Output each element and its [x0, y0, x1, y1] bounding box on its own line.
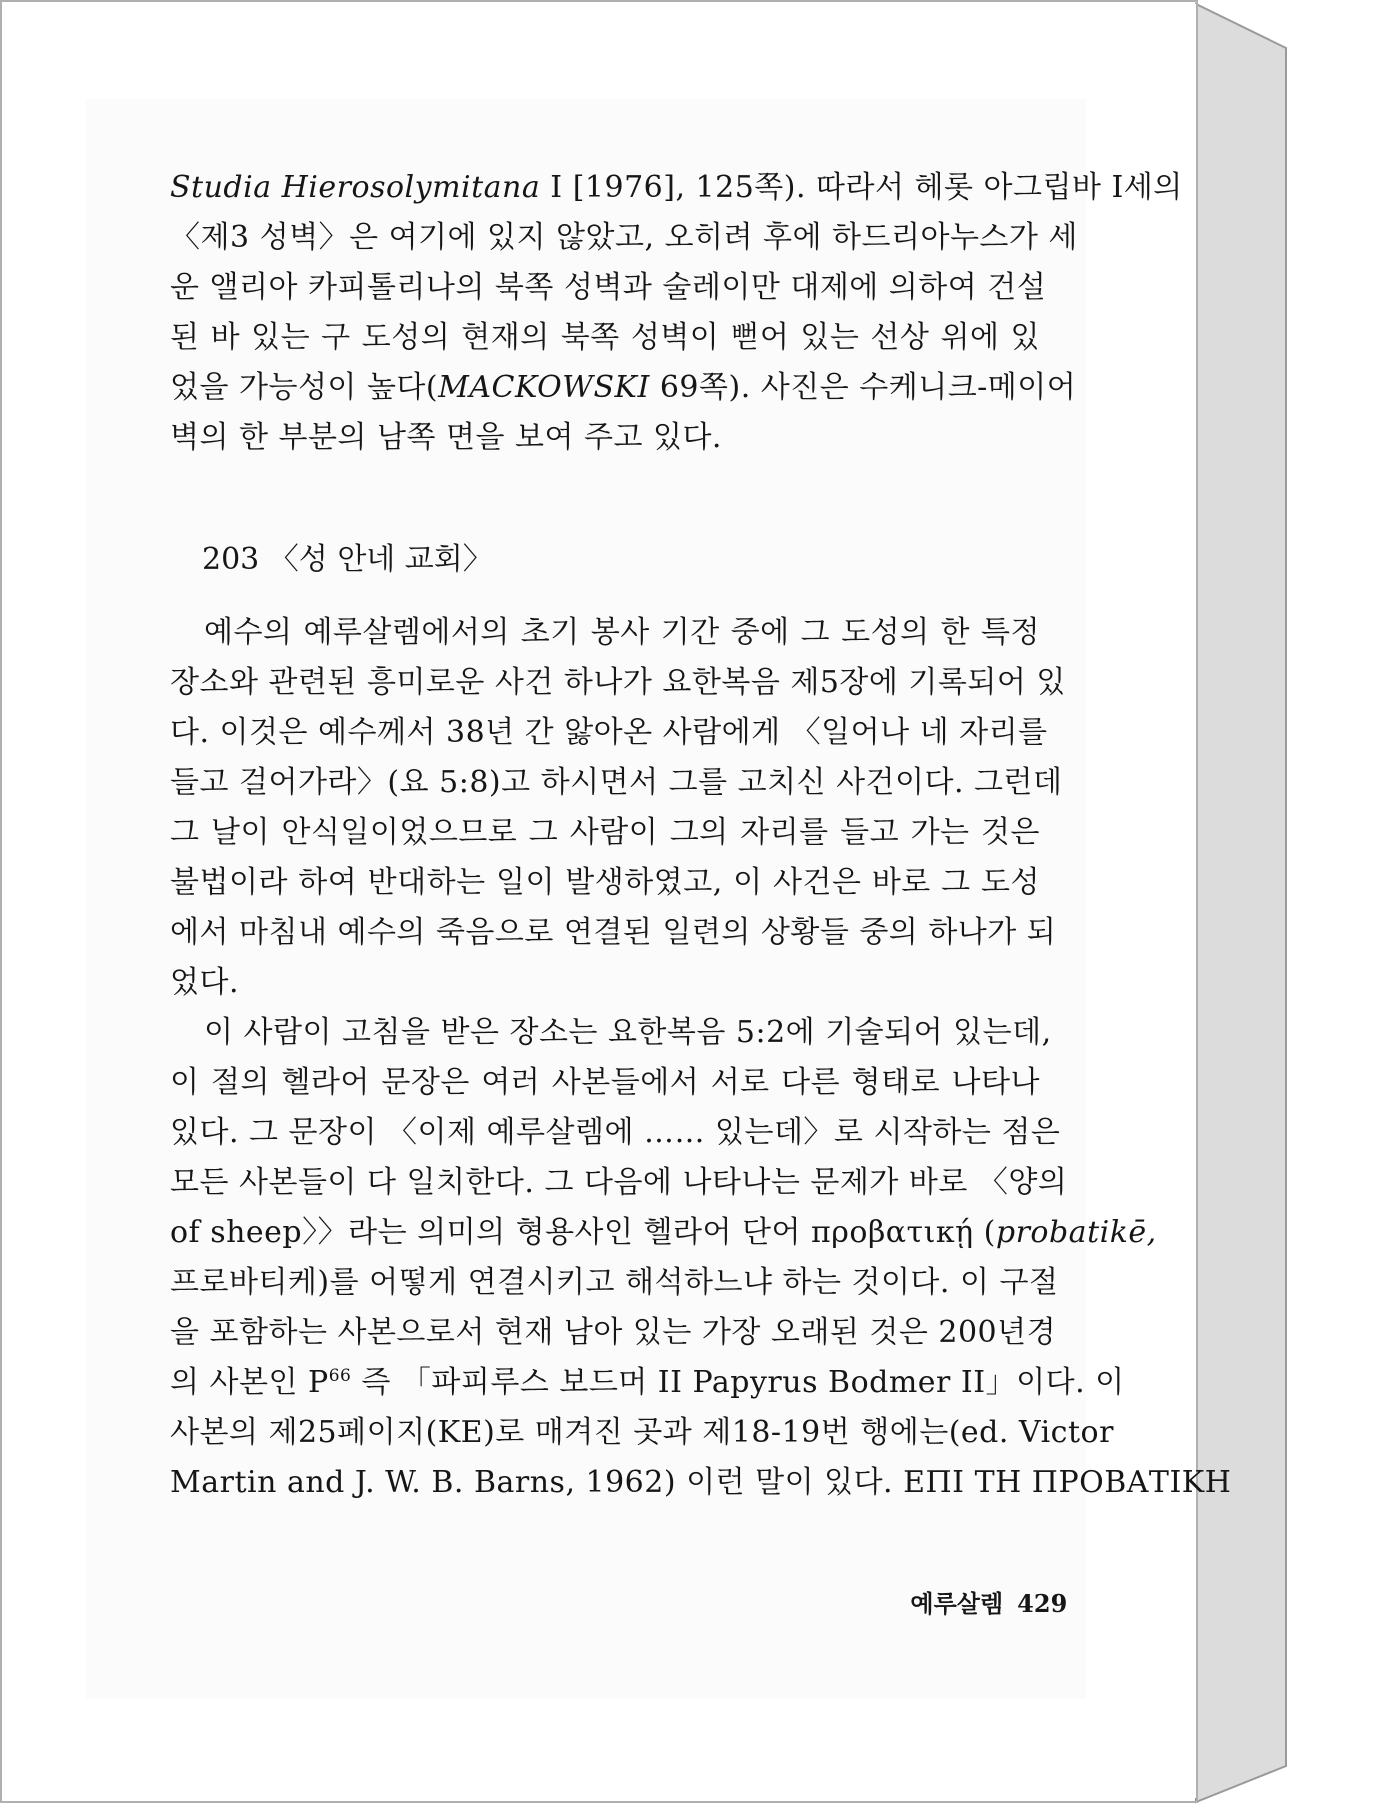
text-run: 69쪽). 사진은 수케니크-메이어	[649, 370, 1077, 405]
text-line	[170, 363, 1077, 413]
text-run: 벽의 한 부분의 남쪽 면을 보여 주고 있다.	[170, 420, 722, 455]
text-run: 었을 가능성이 높다(	[170, 370, 439, 405]
text-run: 예수의 예루살렘에서의 초기 봉사 기간 중에 그 도성의 한 특정	[204, 615, 1040, 650]
text-line	[170, 908, 1057, 958]
text-line	[170, 1258, 1059, 1308]
text-run: Studia Hierosolymitana	[170, 170, 541, 205]
text-run: 이 절의 헬라어 문장은 여러 사본들에서 서로 다른 형태로 나타나	[170, 1065, 1040, 1100]
text-run: 있다. 그 문장이 〈이제 예루살렘에 …… 있는데〉로 시작하는 점은	[170, 1115, 1061, 1150]
text-run: MACKOWSKI	[438, 370, 650, 405]
superscript: 66	[328, 1366, 352, 1386]
text-run: of sheep〉〉라는 의미의 형용사인 헬라어 단어 προβατικῄ (	[170, 1215, 996, 1250]
text-line	[170, 1358, 1125, 1408]
page-number: 429	[1017, 1589, 1068, 1618]
text-run: 사본의 제25페이지(KE)로 매겨진 곳과 제18-19번 행에는(ed. Victor	[170, 1415, 1114, 1450]
text-run: 다. 이것은 예수께서 38년 간 앓아온 사람에게 〈일어나 네 자리를	[170, 715, 1048, 750]
text-line	[170, 163, 1183, 213]
text-run: 불법이라 하여 반대하는 일이 발생하였고, 이 사건은 바로 그 도성	[170, 865, 1040, 900]
section-heading: 203 〈성 안네 교회〉	[202, 542, 493, 577]
page-footer	[877, 1556, 1067, 1647]
text-line	[170, 1058, 1040, 1108]
text-line	[170, 958, 1040, 1008]
text-run: 장소와 관련된 흥미로운 사건 하나가 요한복음 제5장에 기록되어 있	[170, 665, 1066, 700]
text-run: probatikē,	[995, 1215, 1157, 1250]
text-run: 들고 걸어가라〉(요 5:8)고 하시면서 그를 고치신 사건이다. 그런데	[170, 765, 1063, 800]
text-line	[170, 1108, 1061, 1158]
text-line	[170, 708, 1048, 758]
text-run: 의 사본인 P	[170, 1365, 329, 1400]
text-line	[170, 758, 1063, 808]
text-line	[170, 858, 1040, 908]
text-line	[170, 658, 1066, 708]
text-run: 된 바 있는 구 도성의 현재의 북쪽 성벽이 뻗어 있는 선상 위에 있	[170, 320, 1040, 355]
text-line	[170, 1408, 1114, 1458]
text-run: 에서 마침내 예수의 죽음으로 연결된 일련의 상황들 중의 하나가 되	[170, 915, 1057, 950]
text-line	[170, 413, 1040, 463]
running-title: 예루살렘	[910, 1590, 1004, 1618]
text-line	[170, 808, 1040, 858]
text-line	[170, 1158, 1068, 1208]
text-run: 모든 사본들이 다 일치한다. 그 다음에 나타나는 문제가 바로 〈양의	[170, 1165, 1068, 1200]
text-run: 프로바티케)를 어떻게 연결시키고 해석하느냐 하는 것이다. 이 구절	[170, 1265, 1059, 1300]
text-run: 그 날이 안식일이었으므로 그 사람이 그의 자리를 들고 가는 것은	[170, 815, 1040, 850]
text-run: 즉 「파피루스 보드머 II Papyrus Bodmer II」이다. 이	[351, 1365, 1125, 1400]
text-run: 었다.	[170, 965, 239, 1000]
text-line	[170, 313, 1040, 363]
text-run: 운 앨리아 카피톨리나의 북쪽 성벽과 술레이만 대제에 의하여 건설	[170, 270, 1047, 305]
text-run: 이 사람이 고침을 받은 장소는 요한복음 5:2에 기술되어 있는데,	[204, 1015, 1052, 1050]
text-line	[170, 1458, 1232, 1508]
top-paragraph	[170, 163, 1183, 463]
body-paragraph	[170, 608, 1232, 1508]
text-line	[170, 1308, 1057, 1358]
text-line	[170, 213, 1078, 263]
text-line	[170, 608, 1040, 658]
text-run: I [1976], 125쪽). 따라서 헤롯 아그립바 I세의	[540, 170, 1183, 205]
text-run: 〈제3 성벽〉은 여기에 있지 않았고, 오히려 후에 하드리아누스가 세	[170, 220, 1078, 255]
text-line	[170, 1008, 1052, 1058]
text-line	[170, 1208, 1157, 1258]
text-line	[170, 263, 1047, 313]
text-run: Martin and J. W. B. Barns, 1962) 이런 말이 있다. ΕΠΙ ΤΗ ΠΡΟΒΑΤΙΚΗ	[170, 1465, 1232, 1500]
text-run: 을 포함하는 사본으로서 현재 남아 있는 가장 오래된 것은 200년경	[170, 1315, 1057, 1350]
